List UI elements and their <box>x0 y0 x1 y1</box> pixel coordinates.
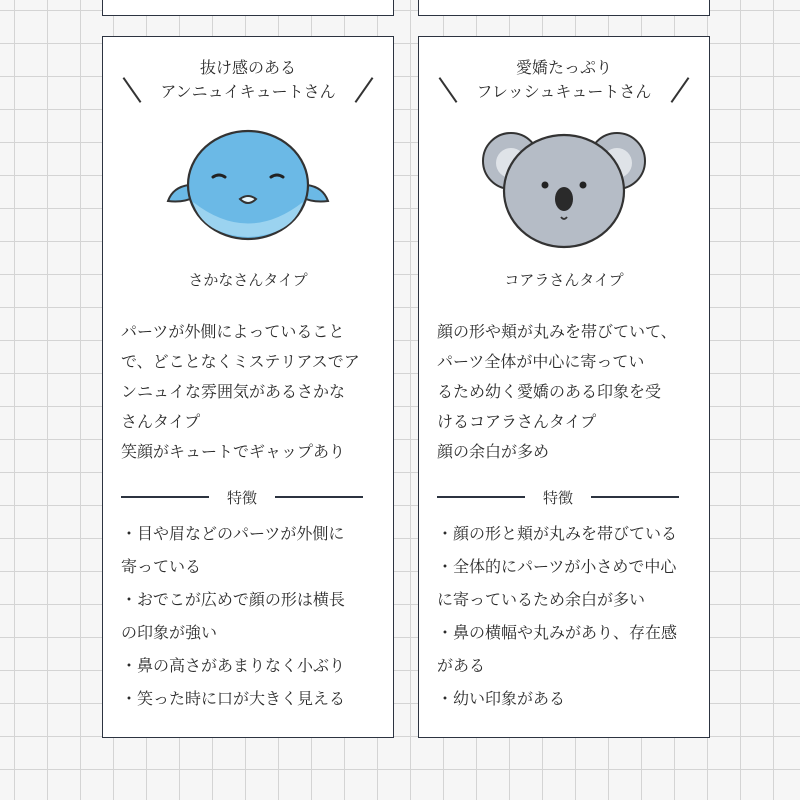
features-list <box>121 517 383 715</box>
description-line: さんタイプ <box>121 412 201 431</box>
divider-line <box>121 496 209 498</box>
description-line: で、どことなくミステリアスでア <box>121 352 360 371</box>
fish-type-card <box>102 36 394 738</box>
feature-line: ・鼻の高さがあまりなく小ぶり <box>121 656 346 675</box>
description-line: 顔の余白が多め <box>437 442 550 461</box>
feature-line: ・幼い印象がある <box>437 689 566 708</box>
feature-line: ・目や眉などのパーツが外側に <box>121 524 345 543</box>
previous-card-right-edge <box>418 0 710 16</box>
heading-line2: アンニュイキュートさん <box>160 82 336 101</box>
heading-line1: 抜け感のある <box>199 58 296 77</box>
previous-card-left-edge <box>102 0 394 16</box>
type-name: さかなさんタイプ <box>188 271 308 289</box>
features-divider <box>121 489 363 505</box>
type-name: コアラさんタイプ <box>504 271 624 289</box>
feature-line: に寄っているため余白が多い <box>437 590 646 609</box>
description-line: 顔の形や頬が丸みを帯びていて、 <box>437 322 677 341</box>
features-label: 特徴 <box>227 488 258 507</box>
description-line: パーツが外側によっていること <box>121 322 345 341</box>
feature-line: ・おでこが広めで顔の形は横長 <box>121 590 345 609</box>
description <box>437 317 697 467</box>
divider-line <box>591 496 679 498</box>
feature-line: ・全体的にパーツが小さめで中心 <box>437 557 677 576</box>
koala-type-card <box>418 36 710 738</box>
fish-face-icon <box>103 127 393 247</box>
divider-line <box>275 496 363 498</box>
feature-line: ・顔の形と頬が丸みを帯びている <box>437 524 678 543</box>
heading-line2: フレッシュキュートさん <box>476 82 652 101</box>
feature-line: ・鼻の横幅や丸みがあり、存在感 <box>437 623 678 642</box>
koala-face-icon <box>419 127 709 247</box>
description <box>121 317 381 467</box>
description-line: 笑顔がキュートでギャップあり <box>121 442 346 461</box>
features-divider <box>437 489 679 505</box>
heading-line1: 愛嬌たっぷり <box>515 58 612 77</box>
feature-line: の印象が強い <box>121 623 218 642</box>
feature-line: ・笑った時に口が大きく見える <box>121 689 346 708</box>
feature-line: がある <box>437 656 486 675</box>
divider-line <box>437 496 525 498</box>
description-line: るため幼く愛嬌のある印象を受 <box>437 382 662 401</box>
feature-line: 寄っている <box>121 557 202 576</box>
features-label: 特徴 <box>543 488 574 507</box>
description-line: ンニュイな雰囲気があるさかな <box>121 382 346 401</box>
features-list <box>437 517 699 715</box>
description-line: パーツ全体が中心に寄ってい <box>437 352 645 371</box>
description-line: けるコアラさんタイプ <box>437 412 597 431</box>
